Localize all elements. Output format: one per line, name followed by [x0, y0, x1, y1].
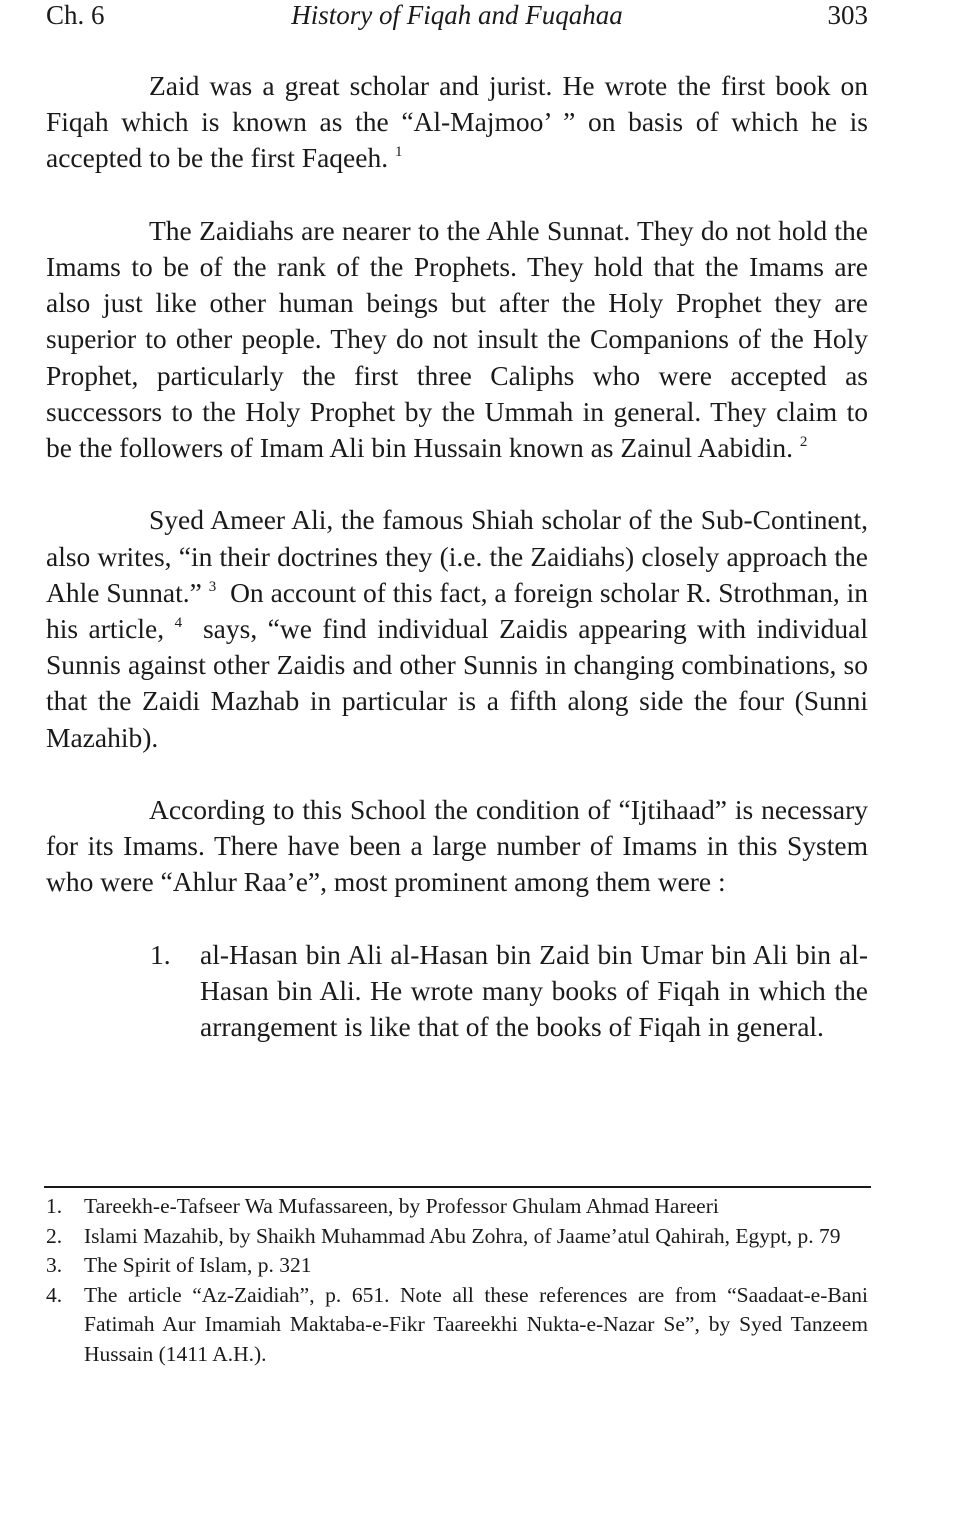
main-text: [46, 68, 868, 1045]
running-title: History of Fiqah and Fuqahaa: [291, 0, 623, 30]
paragraph-text: Zaid was a great scholar and jurist. He wrote the first book on Fiqah which is known as the “Al-Majmoo’ ” on basis of which he is accepted to be the first Faqeeh.: [46, 70, 868, 174]
paragraph-text: The Zaidiahs are nearer to the Ahle Sunnat. They do not hold the Imams to be of the rank of the Prophets. They hold that the Imams are also just like other human beings but after the Holy Prophet they are superior to other people. They do not insult the Companions of the Holy Prophet, particularly the first three Caliphs who were accepted as successors to the Holy Prophet by the Ummah in general. They claim to be the followers of Imam Ali bin Hussain known as Zainul Aabidin.: [46, 214, 868, 464]
paragraph-text: says, “we find individual Zaidis appearing with individual Sunnis against other Zaidis and other Sunnis in changing combinations, so that the Zaidi Mazhab in particular is a fifth along side the four (Sunni Mazahib).: [46, 613, 869, 753]
footnote-divider: [44, 1186, 871, 1188]
footnote: [46, 1251, 868, 1281]
page-header: [46, 0, 868, 36]
footnotes: [46, 1192, 868, 1369]
list-text: al-Hasan bin Ali al-Hasan bin Zaid bin Umar bin Ali bin al-Hasan bin Ali. He wrote many books of Fiqah in which the arrangement is like that of the books of Fiqah in general.: [200, 938, 868, 1043]
paragraph-text: Syed Ameer Ali, the famous Shiah scholar of the Sub-Continent, also writes, “in their doctrines they (i.e. the Zaidiahs) closely approach the Ahle Sunnat.”: [46, 504, 868, 608]
paragraph-3: [46, 502, 868, 755]
list-number: 1.: [150, 938, 171, 970]
footnote-marker: 1: [394, 144, 403, 161]
footnote: [46, 1281, 868, 1370]
list-item: [46, 937, 868, 1046]
paragraph-1: [46, 68, 868, 177]
paragraph-text: On account of this fact, a foreign scholar R. Strothman, in his article,: [46, 576, 869, 645]
paragraph-2: [46, 213, 868, 466]
page-number: 303: [827, 0, 868, 30]
footnote-number: 1.: [46, 1194, 63, 1218]
footnote-marker: 3: [208, 578, 217, 595]
footnote-number: 3.: [46, 1253, 63, 1277]
footnote-marker: 4: [174, 615, 183, 632]
footnote-text: Islami Mazahib, by Shaikh Muhammad Abu Zohra, of Jaame’atul Qahirah, Egypt, p. 79: [84, 1223, 841, 1248]
paragraph-text: According to this School the condition of “Ijtihaad” is necessary for its Imams. There have been a large number of Imams in this System who were “Ahlur Raa’e”, most prominent among them were :: [46, 794, 868, 898]
footnote-text: The article “Az-Zaidiah”, p. 651. Note all these references are from “Saadaat-e-Bani Fatimah Aur Imamiah Maktaba-e-Fikr Taareekhi Nukta-e-Nazar Se”, by Syed Tanzeem Hussain (1411 A.H.).: [84, 1282, 868, 1366]
chapter-label: Ch. 6: [46, 0, 105, 30]
footnote: [46, 1222, 868, 1252]
footnote-text: Tareekh-e-Tafseer Wa Mufassareen, by Professor Ghulam Ahmad Hareeri: [84, 1194, 719, 1218]
footnote-text: The Spirit of Islam, p. 321: [84, 1253, 312, 1277]
footnote-marker: 2: [799, 434, 808, 451]
footnote-number: 4.: [46, 1282, 63, 1307]
footnote-number: 2.: [46, 1223, 63, 1248]
paragraph-4: [46, 792, 868, 901]
footnote: [46, 1192, 868, 1222]
